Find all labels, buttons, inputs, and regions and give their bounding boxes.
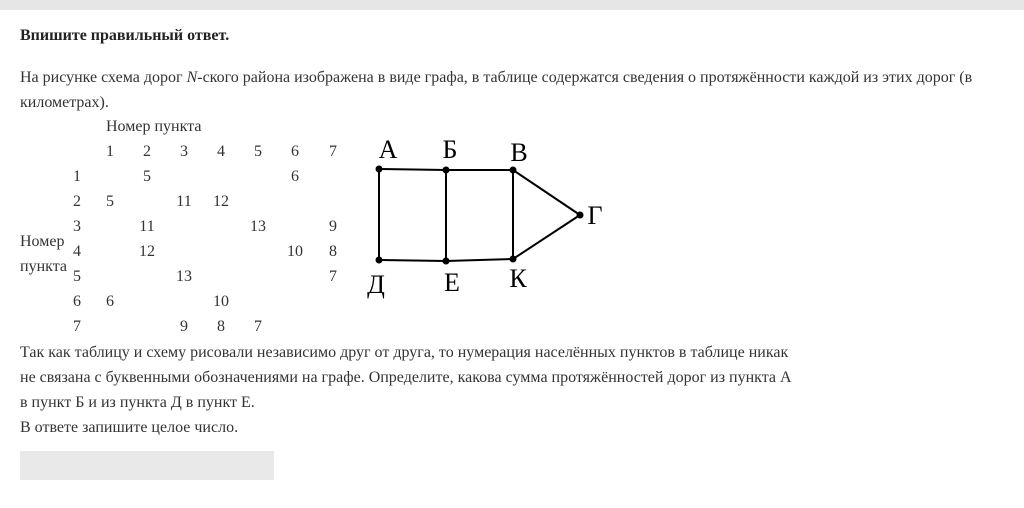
table-row-header-line2: пункта — [20, 258, 67, 275]
table-cell: 11 — [176, 193, 192, 210]
graph-edge — [446, 259, 513, 261]
table-cell: 12 — [139, 243, 155, 260]
table-cell: 7 — [254, 318, 262, 335]
table-cell: 9 — [329, 218, 337, 235]
graph-edge — [513, 215, 580, 259]
graph-edge — [379, 169, 446, 170]
table-row-number: 5 — [73, 268, 81, 285]
graph-edge — [379, 260, 446, 261]
table-cell: 10 — [213, 293, 229, 310]
table-cell: 12 — [213, 193, 229, 210]
graph-node-dot — [510, 167, 517, 174]
question-line-1: Так как таблицу и схему рисовали независимо друг от друга, то нумерация населённых пунктов в таблице никак — [20, 344, 789, 361]
question-line-4: В ответе запишите целое число. — [20, 419, 239, 436]
table-col-number: 1 — [106, 143, 114, 160]
table-cell: 5 — [143, 168, 151, 185]
table-col-number: 7 — [329, 143, 337, 160]
intro-text-before: На рисунке схема дорог — [20, 69, 187, 86]
graph-node-dot — [443, 258, 450, 265]
table-row-number: 6 — [73, 293, 81, 310]
table-row-number: 1 — [73, 168, 81, 185]
table-cell: 5 — [106, 193, 114, 210]
intro-italic-n: N — [186, 69, 198, 86]
table-cell: 9 — [180, 318, 188, 335]
graph-node-label: Д — [367, 270, 385, 299]
table-col-header: Номер пункта — [106, 118, 202, 135]
graph-node-label: В — [510, 138, 528, 167]
table-cell: 13 — [250, 218, 266, 235]
table-cell: 6 — [291, 168, 299, 185]
table-row-number: 7 — [73, 318, 81, 335]
graph-edge — [513, 170, 580, 215]
graph-node-dot — [577, 212, 584, 219]
task-heading: Впишите правильный ответ. — [20, 27, 230, 44]
graph-node-dot — [376, 257, 383, 264]
task-question — [20, 340, 792, 440]
table-cell: 10 — [287, 243, 303, 260]
graph-node-label: А — [378, 135, 398, 164]
graph-node-label: Е — [444, 268, 460, 297]
table-col-number: 2 — [143, 143, 151, 160]
graph-node-label: Г — [587, 201, 603, 230]
graph-node-label: К — [509, 264, 527, 293]
table-row-header-line1: Номер — [20, 233, 65, 250]
table-cell: 7 — [329, 268, 337, 285]
question-line-2: не связана с буквенными обозначениями на графе. Определите, какова сумма протяжённостей дорог из пункта А — [20, 369, 792, 386]
question-line-3: в пункт Б и из пункта Д в пункт Е. — [20, 394, 255, 411]
table-cell: 13 — [176, 268, 192, 285]
intro-text-after: -ского района изображена в виде графа, в таблице содержатся сведения о протяжённости каждой из этих дорог (в километрах). — [20, 69, 973, 111]
table-col-number: 5 — [254, 143, 262, 160]
table-col-number: 4 — [217, 143, 225, 160]
table-row-number: 3 — [73, 218, 81, 235]
table-cell: 8 — [217, 318, 225, 335]
graph-node-dot — [510, 256, 517, 263]
table-cell: 11 — [139, 218, 155, 235]
table-row-number: 4 — [73, 243, 81, 260]
table-col-number: 6 — [291, 143, 299, 160]
graph-node-label: Б — [442, 135, 458, 164]
table-cell: 6 — [106, 293, 114, 310]
answer-input[interactable] — [20, 451, 274, 480]
graph-node-dot — [443, 167, 450, 174]
table-col-number: 3 — [180, 143, 188, 160]
table-cell: 8 — [329, 243, 337, 260]
table-row-number: 2 — [73, 193, 81, 210]
graph-node-dot — [376, 166, 383, 173]
